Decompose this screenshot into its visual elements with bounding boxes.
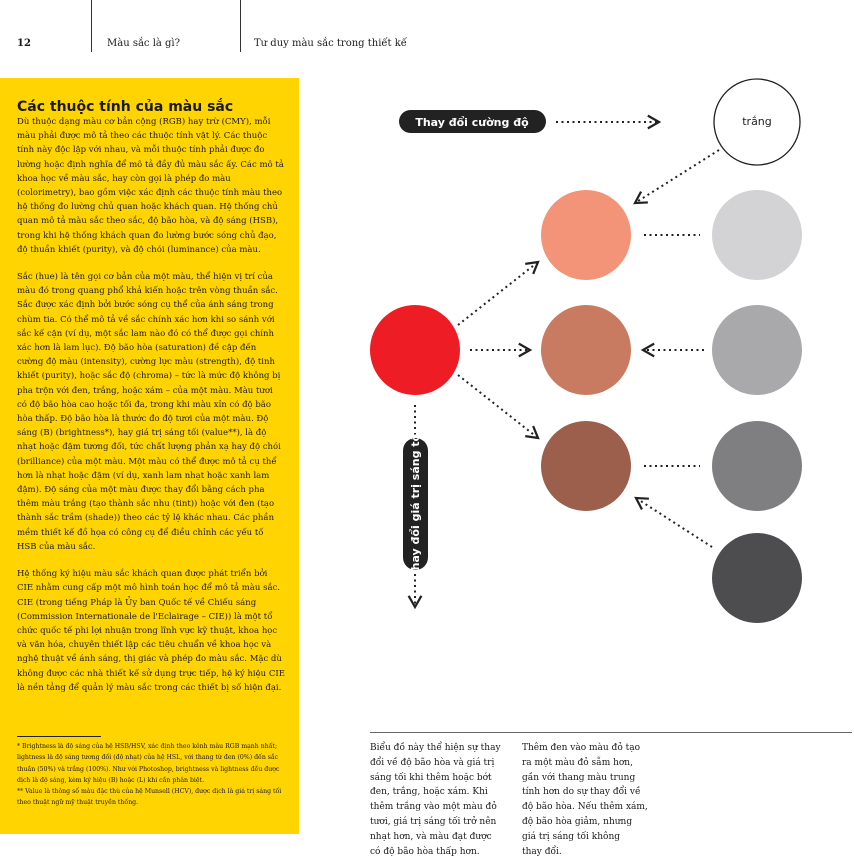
caption-line: thay đổi.	[522, 846, 562, 857]
caption-line: tính hơn do sự thay đổi về	[522, 787, 641, 798]
caption-rule	[370, 732, 852, 733]
paragraph: Dù thuộc dạng màu cơ bản cộng (RGB) hay trừ (CMY), mỗi màu phải được mô tả theo các thuộc tính vật lý. Các thuộc tính này độc lập với nhau, và mỗi thuộc tính phải được đo lường hoặc định nghĩa để mô tả đầy đủ màu sắc ấy. Các mô tả khoa học về màu sắc, hay còn gọi là phép đo màu (colorimetry), bao gồm việc xác định các thuộc tính màu theo hệ thống đo lường chủ quan hoặc khách quan. Hệ thống chủ quan mô tả màu sắc theo sắc, độ bão hòa, và độ sáng (HSB), trong khi hệ thống khách quan đo lường bước sóng chủ đạo, độ thuần khiết (purity), và độ chói (luminance) của màu.	[17, 117, 284, 255]
caption-left	[370, 741, 501, 859]
caption-right	[522, 741, 648, 859]
footnote: * Brightness là độ sáng của hệ HSB/HSV, xác định theo kênh màu RGB mạnh nhất; lightness là độ sáng tương đối (độ nhạt) của hệ HSL, với thang từ đen (0%) đến sắc thuần (50%) và trắng (100%). Như với Photoshop, brightness và lightness đều được dịch là độ sáng, kèm ký hiệu (B) hoặc (L) khi cần phân biệt.	[17, 743, 280, 784]
caption-line: độ bão hòa. Nếu thêm xám,	[522, 802, 648, 813]
caption-line: thêm trắng vào một màu đỏ	[370, 802, 497, 813]
caption-line: ra một màu đỏ sẫm hơn,	[522, 757, 633, 768]
black-to-shade-arrow	[636, 498, 712, 547]
caption-line: giá trị sáng tối không	[522, 831, 621, 842]
paragraph: Sắc (hue) là tên gọi cơ bản của một màu, thể hiện vị trí của màu đó trong quang phổ khả kiến hoặc trên vòng thuần sắc. Sắc được xác định bởi bước sóng cụ thể của ánh sáng trong chùm tia. Có thể mô tả về sắc chính xác hơn khi so sánh với sắc kế cận (ví dụ, một sắc lam nào đó có thể được gọi chính xác hơn là lam lục). Độ bão hòa (saturation) đề cập đến cường độ màu (intensity), cường lực màu (strength), độ tinh khiết (purity), hoặc sắc độ (chroma) – tức là mức độ không bị pha trộn với đen, trắng, hoặc xám – của một màu. Màu tươi có độ bão hòa cao hoặc tối đa, trong khi màu xỉn có độ bão hòa thấp. Độ bão hòa là thước đo độ tươi của một màu. Độ sáng (B) (brightness*), hay giá trị sáng tối (value**), là độ nhạt hoặc đậm tương đối, tức chất lượng phản xạ hay độ chói (brilliance) của một màu. Một màu có thể được mô tả cụ thể hơn là nhạt hoặc đậm (ví dụ, xanh lam nhạt hoặc xanh lam đậm). Độ sáng của một màu được thay đổi bằng cách pha thêm màu trắng (tạo thành sắc nhu (tint)) hoặc với đen (tạo thành sắc trầm (shade)) theo các tỷ lệ khác nhau. Các phần mềm thiết kế đồ họa có công cụ để điều chỉnh các yếu tố HSB của màu sắc.	[17, 272, 281, 552]
running-header-chapter: Tư duy màu sắc trong thiết kế	[254, 38, 407, 49]
gray-circle-3	[712, 421, 802, 511]
base-red-circle	[370, 305, 460, 395]
caption-line: đổi về độ bão hòa và giá trị	[370, 757, 495, 768]
red-to-tint-arrow	[458, 262, 538, 325]
value-label: Thay đổi giá trị sáng tối	[409, 430, 422, 578]
tint-dark-circle	[541, 421, 631, 511]
gray-circle-4	[712, 533, 802, 623]
intensity-label: Thay đổi cường độ	[415, 116, 529, 129]
page-number: 12	[17, 38, 31, 49]
white-to-tint-arrow	[635, 150, 719, 203]
caption-line: sáng tối khi thêm hoặc bớt	[370, 772, 492, 783]
caption-line: có độ bão hòa thấp hơn.	[370, 846, 480, 857]
white-label: trắng	[742, 115, 772, 128]
caption-line: nhạt hơn, và màu đạt được	[370, 831, 492, 842]
tint-mid-circle	[541, 305, 631, 395]
sidebar-title: Các thuộc tính của màu sắc	[17, 99, 234, 115]
caption-line: độ bão hòa giảm, nhưng	[522, 816, 633, 827]
gray-circle-1	[712, 190, 802, 280]
tint-light-circle	[541, 190, 631, 280]
caption-line: Thêm đen vào màu đỏ tạo	[522, 743, 640, 753]
red-to-shade-arrow	[458, 375, 538, 438]
caption-line: đen, trắng, hoặc xám. Khi	[370, 787, 488, 798]
gray-circle-2	[712, 305, 802, 395]
running-header-section: Màu sắc là gì?	[107, 38, 180, 49]
footnote: ** Value là thông số màu đặc thù của hệ Munsell (HCV), được dịch là giá trị sáng tối theo thuật ngữ mỹ thuật truyền thống.	[17, 788, 282, 807]
caption-line: tươi, giá trị sáng tối trở nên	[370, 816, 497, 827]
caption-line: Biểu đồ này thể hiện sự thay	[370, 743, 501, 753]
caption-line: gần với thang màu trung	[522, 772, 636, 783]
paragraph: Hệ thống ký hiệu màu sắc khách quan được phát triển bởi CIE nhằm cung cấp một mô hình toán học để mô tả màu sắc. CIE (trong tiếng Pháp là Ủy ban Quốc tế về Chiếu sáng (Commission Internationale de l'Eclairage – CIE)) là một tổ chức quốc tế phi lợi nhuận trong lĩnh vực kỹ thuật, khoa học và văn hóa, chuyên thiết lập các tiêu chuẩn về khoa học và nghệ thuật về ánh sáng, thị giác và phép đo màu sắc. Mặc dù không được các nhà thiết kế sử dụng trực tiếp, hệ ký hiệu CIE là nền tảng để quản lý màu sắc trong các thiết bị số hiện đại.	[17, 569, 285, 693]
